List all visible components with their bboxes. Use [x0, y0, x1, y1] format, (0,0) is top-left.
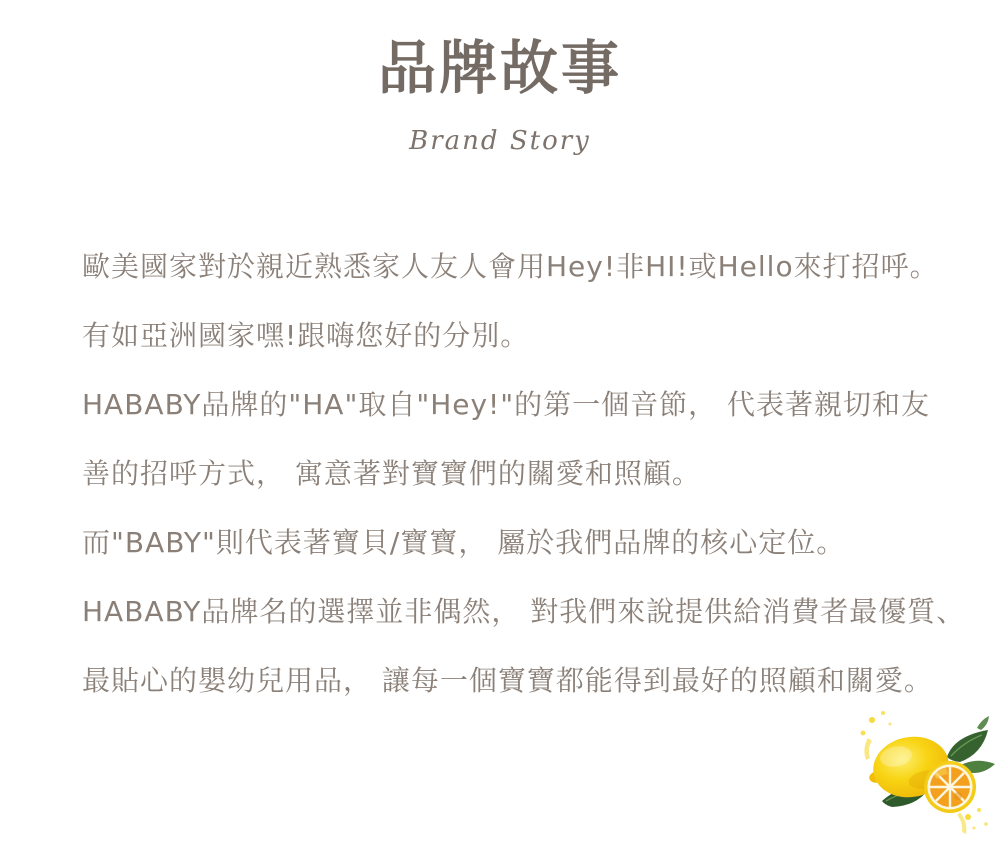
brand-story-text: [82, 232, 966, 715]
story-line: 善的招呼方式， 寓意著對寶寶們的關愛和照顧。: [82, 457, 701, 490]
story-line: 最貼心的嬰幼兒用品， 讓每一個寶寶都能得到最好的照顧和關愛。: [82, 664, 933, 697]
story-line: 而"BABY"則代表著寶貝/寶寶， 屬於我們品牌的核心定位。: [82, 526, 846, 559]
lemon-watercolor-image: [848, 704, 1000, 846]
juice-splash-bottom: [957, 808, 988, 834]
page-subtitle: Brand Story: [409, 126, 591, 156]
story-line: 有如亞洲國家嘿!跟嗨您好的分別。: [82, 319, 530, 352]
page-title: 品牌故事: [377, 34, 622, 102]
story-line: HABABY品牌的"HA"取自"Hey!"的第一個音節， 代表著親切和友: [82, 388, 931, 421]
story-line: HABABY品牌名的選擇並非偶然， 對我們來說提供給消費者最優質、: [82, 595, 966, 628]
story-line: 歐美國家對於親近熟悉家人友人會用Hey!非HI!或Hello來打招呼。: [82, 250, 939, 283]
cut-lemon-half: [924, 761, 976, 813]
